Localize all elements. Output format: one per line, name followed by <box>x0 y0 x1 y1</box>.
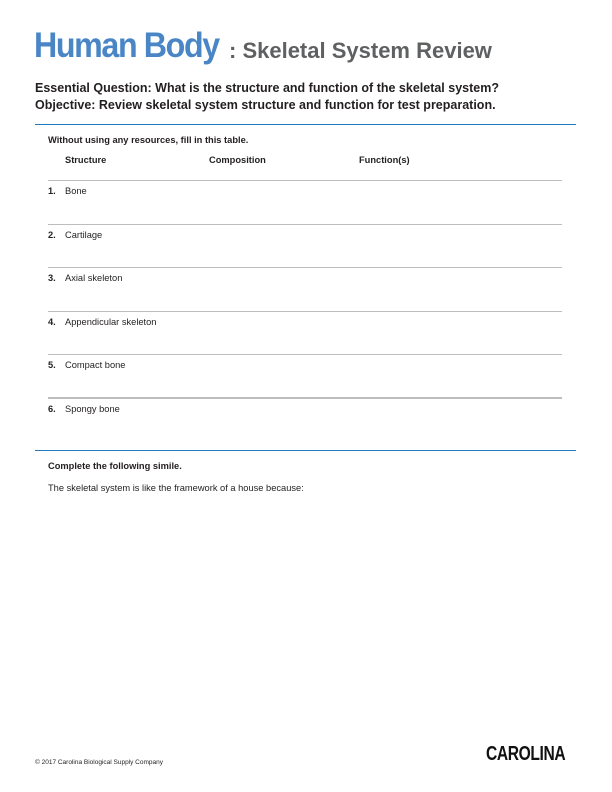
objective: Objective: Review skeletal system structure and function for test preparation. <box>35 98 496 112</box>
column-header: Function(s) <box>359 155 410 165</box>
row-number: 2. <box>48 229 56 240</box>
row-number: 5. <box>48 360 56 370</box>
row-label: Cartilage <box>65 229 103 240</box>
title-main: Human Body <box>34 26 219 65</box>
divider <box>35 124 576 125</box>
row-divider <box>48 354 562 355</box>
simile-heading: Complete the following simile. <box>48 461 182 471</box>
row-divider <box>48 397 562 398</box>
carolina-logo: CAROLINA <box>486 743 566 765</box>
row-label: Bone <box>65 186 87 196</box>
row-divider <box>48 267 562 268</box>
row-number: 6. <box>48 403 56 414</box>
row-label: Compact bone <box>65 360 126 370</box>
page-title <box>34 26 492 66</box>
copyright: © 2017 Carolina Biological Supply Company <box>35 759 164 766</box>
divider <box>35 450 576 451</box>
title-sub: : Skeletal System Review <box>229 38 492 63</box>
essential-question: Essential Question: What is the structure and function of the skeletal system? <box>35 81 499 95</box>
column-header: Composition <box>209 155 266 165</box>
row-number: 4. <box>48 316 56 327</box>
simile-prompt: The skeletal system is like the framework of a house because: <box>48 483 304 493</box>
row-number: 1. <box>48 186 56 196</box>
table-instruction: Without using any resources, fill in this table. <box>48 135 249 145</box>
row-label: Appendicular skeleton <box>65 316 157 327</box>
row-divider <box>48 311 562 312</box>
row-divider <box>48 224 562 225</box>
row-label: Spongy bone <box>65 403 120 414</box>
row-divider <box>48 180 562 181</box>
row-number: 3. <box>48 273 56 283</box>
column-header: Structure <box>65 155 107 165</box>
row-label: Axial skeleton <box>65 273 123 283</box>
